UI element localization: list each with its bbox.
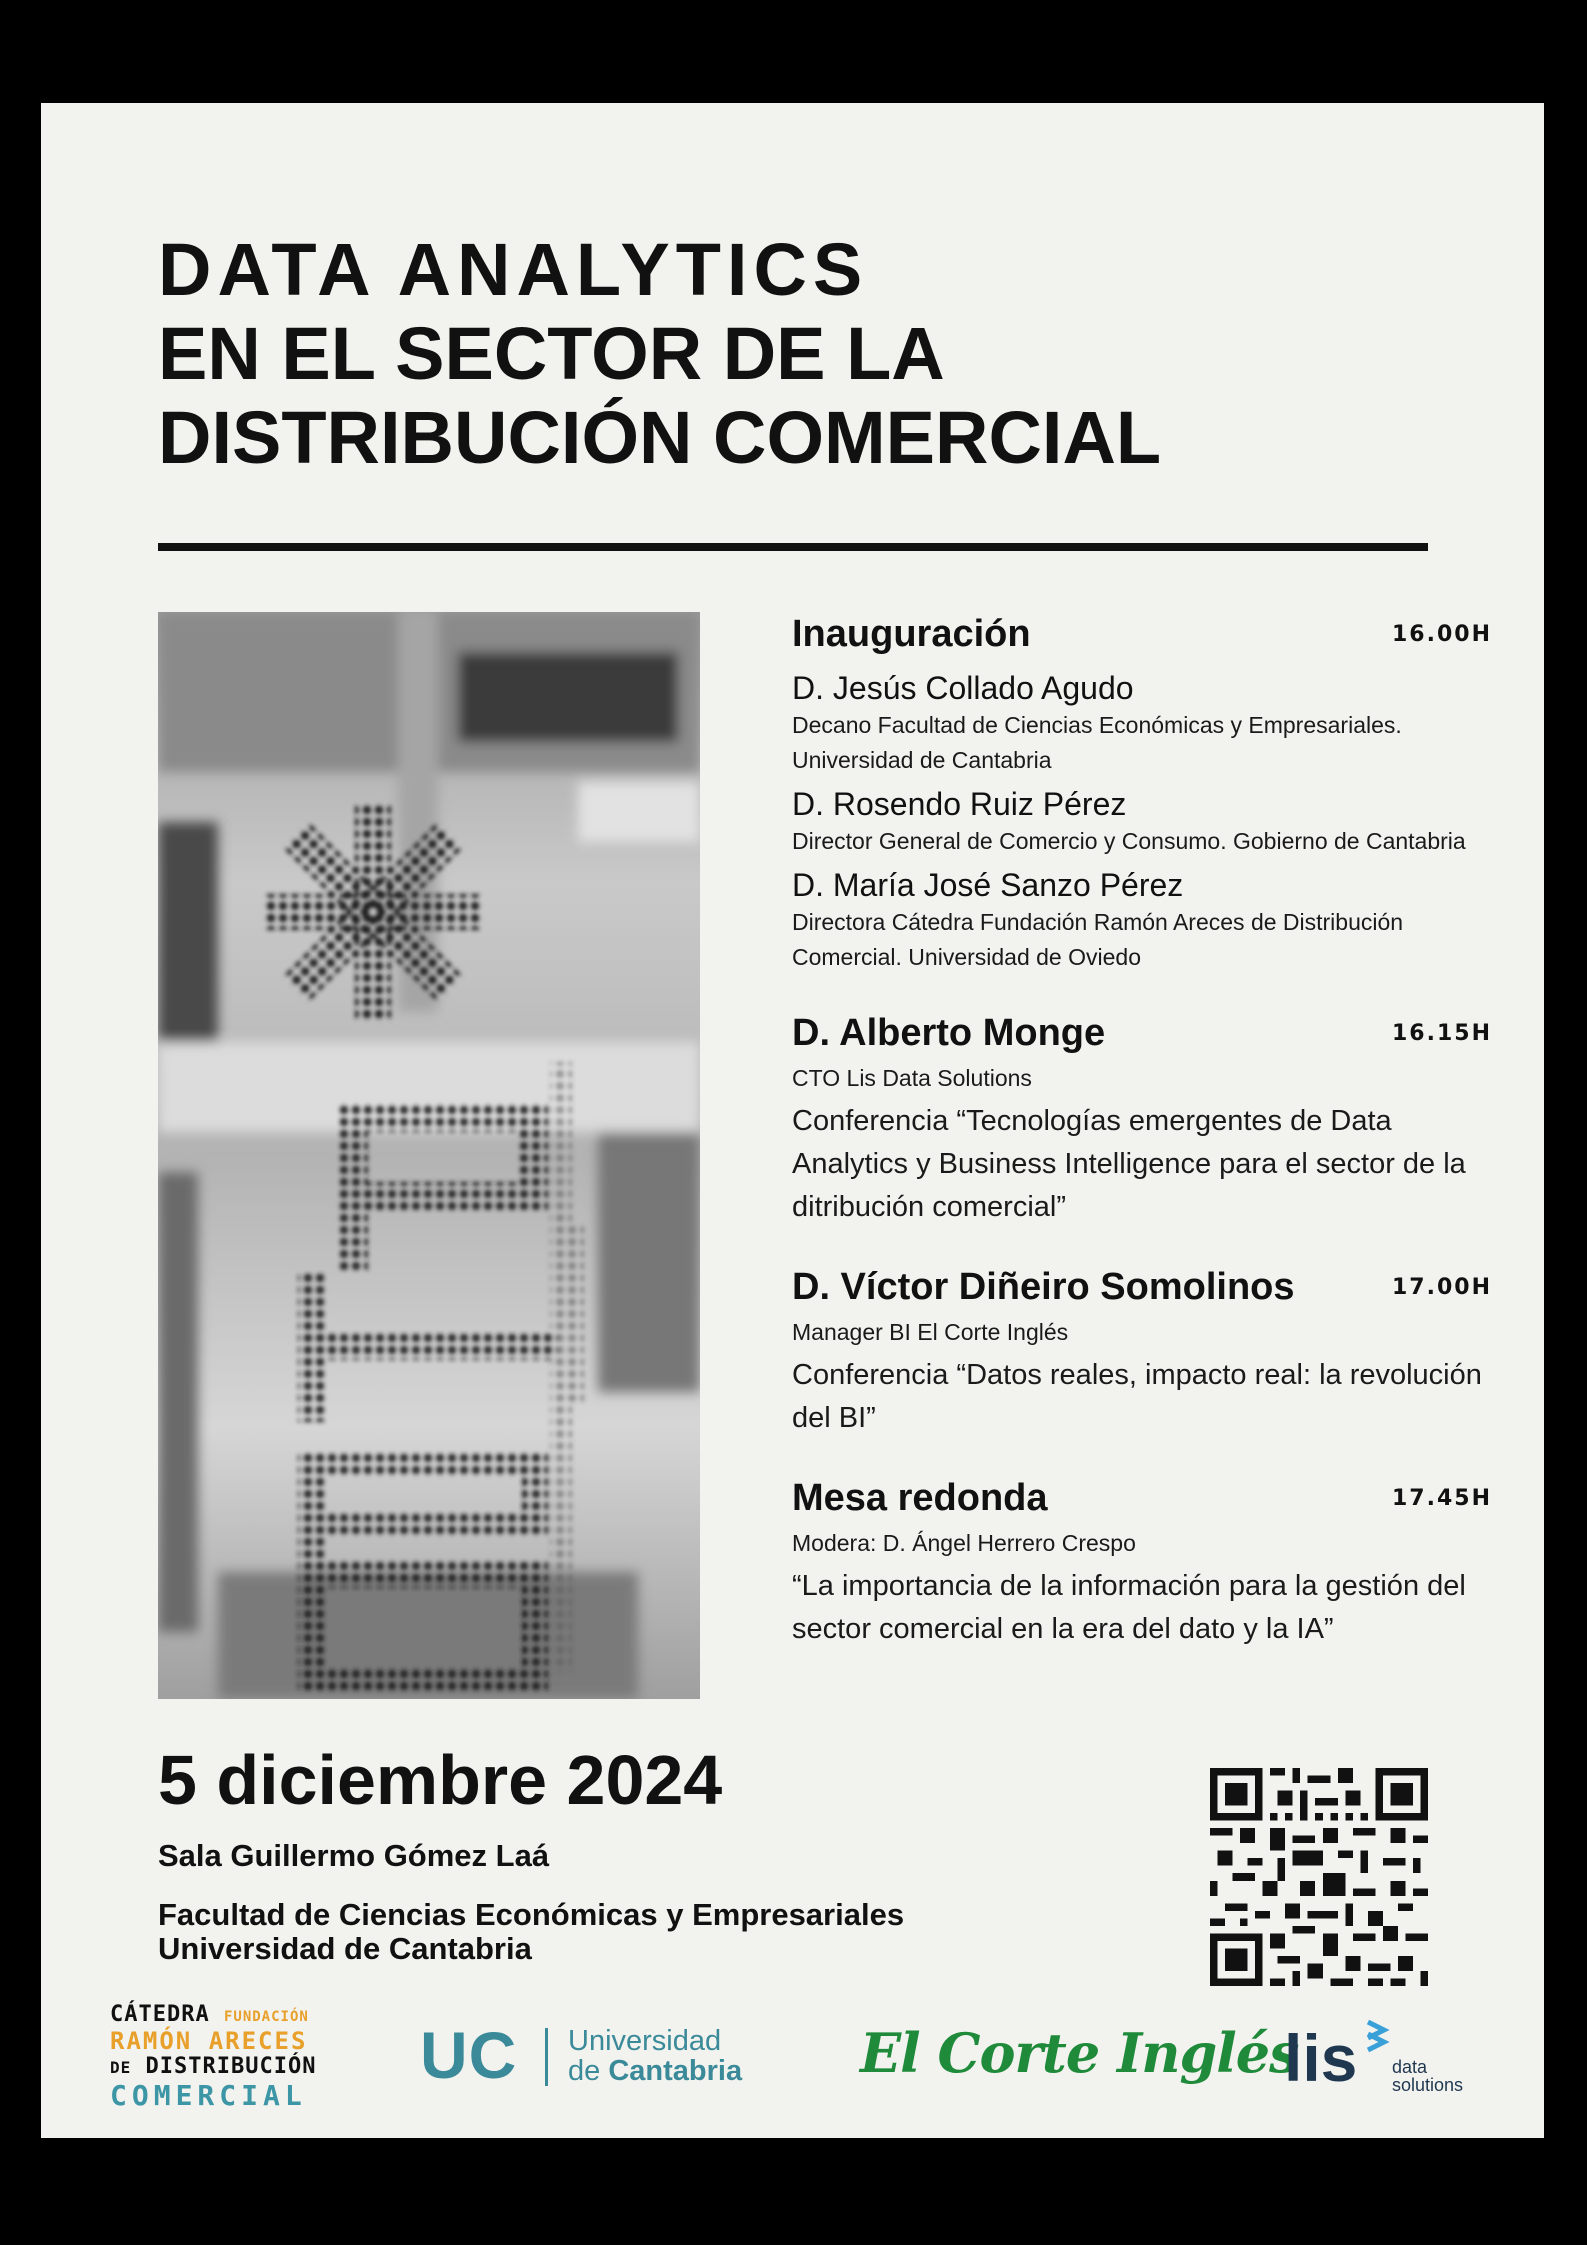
universidad-cantabria-logo bbox=[420, 2018, 780, 2092]
university-line: Universidad de Cantabria bbox=[158, 1931, 532, 1966]
title-line-2: EN EL SECTOR DE LA bbox=[158, 312, 945, 395]
ramon-areces-word: RAMÓN ARECES bbox=[110, 2027, 308, 2055]
agenda-item-inauguracion-header bbox=[792, 610, 1492, 662]
page-title bbox=[158, 228, 1161, 480]
lis-chevron-icon bbox=[1364, 2020, 1390, 2054]
el-corte-ingles-logo: El Corte Inglés bbox=[860, 2021, 1299, 2085]
agenda-item-title: D. Víctor Diñeiro Somolinos bbox=[792, 1266, 1295, 1308]
agenda-item-mesa-header bbox=[792, 1474, 1492, 1526]
uc-mark: UC bbox=[420, 2018, 518, 2092]
event-date: 5 diciembre 2024 bbox=[158, 1741, 723, 1819]
uc-text-line-2: de Cantabria bbox=[568, 2055, 743, 2087]
data-letters-photo bbox=[158, 612, 700, 1699]
photo-illustration-icon bbox=[158, 612, 700, 1699]
speaker-role: Director General de Comercio y Consumo. Gobierno de Cantabria bbox=[792, 828, 1466, 854]
moderator: Modera: D. Ángel Herrero Crespo bbox=[792, 1530, 1136, 1556]
logo-divider bbox=[545, 2028, 548, 2086]
agenda-item-time: 17.45H bbox=[1392, 1486, 1492, 1511]
comercial-word: COMERCIAL bbox=[110, 2079, 307, 2112]
speaker-role: CTO Lis Data Solutions bbox=[792, 1065, 1032, 1091]
title-divider bbox=[158, 543, 1428, 551]
agenda-item-title: Mesa redonda bbox=[792, 1477, 1048, 1519]
talk-title: “La importancia de la información para la gestión del sector comercial en la era del dato y la IA” bbox=[792, 1570, 1466, 1645]
event-location bbox=[158, 1898, 904, 1966]
agenda-item-title: D. Alberto Monge bbox=[792, 1012, 1106, 1054]
speaker-role: Decano Facultad de Ciencias Económicas y Empresariales. Universidad de Cantabria bbox=[792, 712, 1402, 773]
agenda-item-time: 17.00H bbox=[1392, 1275, 1492, 1300]
speaker-name: D. María José Sanzo Pérez bbox=[792, 867, 1184, 903]
lis-data-solutions-logo bbox=[1284, 2018, 1484, 2098]
qr-code-icon[interactable] bbox=[1210, 1768, 1428, 1986]
speaker-role: Directora Cátedra Fundación Ramón Areces de Distribución Comercial. Universidad de Oviedo bbox=[792, 909, 1404, 970]
talk-title: Conferencia “Datos reales, impacto real: la revolución del BI” bbox=[792, 1359, 1482, 1434]
faculty-line: Facultad de Ciencias Económicas y Empresariales bbox=[158, 1897, 905, 1932]
catedra-logo bbox=[110, 2004, 350, 2111]
speaker-name: D. Jesús Collado Agudo bbox=[792, 670, 1134, 706]
title-line-3: DISTRIBUCIÓN COMERCIAL bbox=[158, 396, 1162, 479]
title-line-1: DATA ANALYTICS bbox=[158, 228, 869, 311]
agenda bbox=[792, 610, 1492, 1651]
de-word: DE bbox=[110, 2058, 132, 2077]
lis-tagline: data solutions bbox=[1392, 2057, 1464, 2095]
talk-title: Conferencia “Tecnologías emergentes de Data Analytics y Business Intelligence para el sector de la ditribución comercial” bbox=[792, 1105, 1466, 1223]
distribucion-word: DISTRIBUCIÓN bbox=[145, 2054, 317, 2079]
speaker-role: Manager BI El Corte Inglés bbox=[792, 1319, 1069, 1345]
agenda-item-monge-header bbox=[792, 1009, 1492, 1061]
fundacion-word: FUNDACIÓN bbox=[223, 2009, 309, 2025]
speaker-name: D. Rosendo Ruiz Pérez bbox=[792, 786, 1127, 822]
agenda-item-time: 16.00H bbox=[1392, 622, 1492, 647]
agenda-item-time: 16.15H bbox=[1392, 1021, 1492, 1046]
lis-mark: lis bbox=[1284, 2021, 1358, 2095]
uc-text-line-1: Universidad bbox=[568, 2025, 722, 2057]
catedra-word: CÁTEDRA bbox=[110, 2002, 210, 2027]
event-venue: Sala Guillermo Gómez Laá bbox=[158, 1838, 550, 1873]
agenda-item-title: Inauguración bbox=[792, 613, 1031, 655]
agenda-item-dineiro-header bbox=[792, 1263, 1492, 1315]
